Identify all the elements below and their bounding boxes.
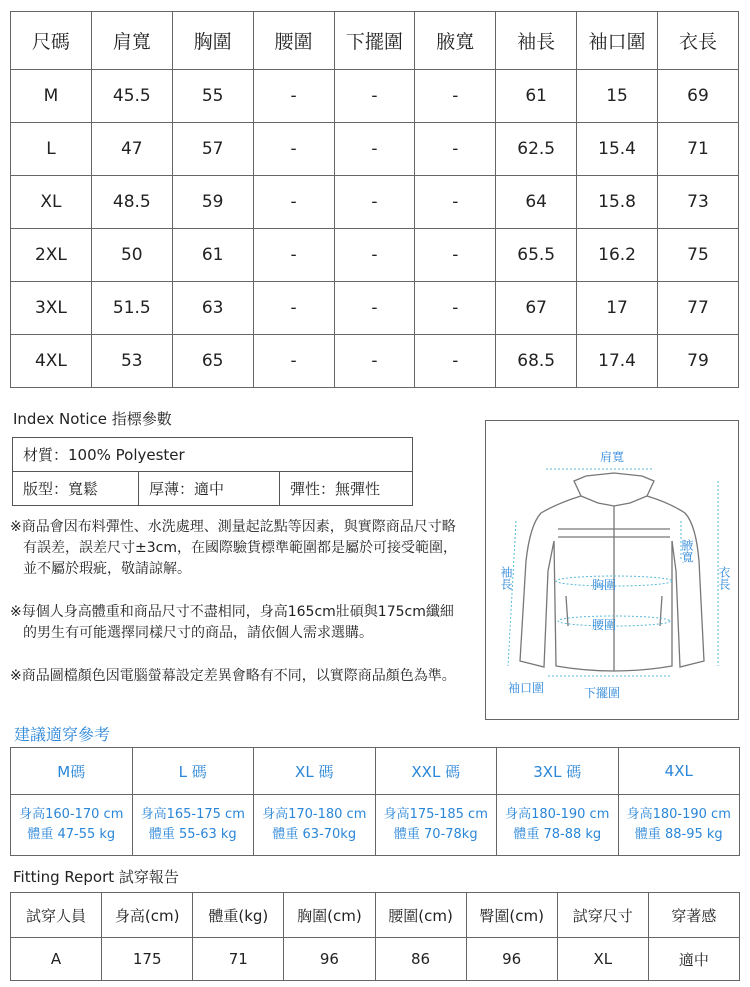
table-cell: 51.5 (91, 282, 172, 335)
recommend-size: M碼 (11, 748, 133, 795)
table-cell: 71 (658, 123, 739, 176)
recommend-height: 身高160-170 cm (19, 807, 124, 822)
recommend-size: XL 碼 (254, 748, 376, 795)
table-cell: 47 (91, 123, 172, 176)
table-row (11, 70, 739, 123)
table-cell: 適中 (648, 938, 739, 981)
note-item: ※每個人身高體重和商品尺寸不盡相同，身高165cm壯碩與175cm纖細的男生有可能選擇同樣尺寸的商品，請依個人需求選購。 (10, 604, 454, 641)
recommend-weight: 體重 88-95 kg (634, 827, 723, 842)
table-cell: 65.5 (496, 229, 577, 282)
table-cell: A (11, 938, 102, 981)
recommend-weight: 體重 78-88 kg (513, 827, 602, 842)
table-cell: - (253, 70, 334, 123)
table-cell: - (415, 176, 496, 229)
sleeve-col-header: 袖長 (496, 12, 577, 70)
elasticity-cell: 彈性：無彈性 (280, 472, 413, 506)
diagram-label-hem: 下擺圍 (584, 686, 621, 700)
fitting-header-row (11, 893, 740, 938)
table-cell: - (415, 282, 496, 335)
table-cell: 16.2 (577, 229, 658, 282)
recommend-size: 4XL (618, 748, 740, 795)
table-cell: 175 (102, 938, 193, 981)
fitting-header: 體重(kg) (193, 893, 284, 938)
table-cell: 65 (172, 335, 253, 388)
table-cell: - (334, 176, 415, 229)
recommend-height: 身高165-175 cm (140, 807, 245, 822)
hem-col-header: 下擺圍 (334, 12, 415, 70)
table-cell: - (253, 123, 334, 176)
table-cell: - (415, 229, 496, 282)
table-cell: - (415, 123, 496, 176)
table-cell: 55 (172, 70, 253, 123)
diagram-label-length: 衣長 (717, 566, 731, 590)
table-cell: 53 (91, 335, 172, 388)
fitting-header: 試穿尺寸 (557, 893, 648, 938)
table-row (11, 229, 739, 282)
thickness-cell: 厚薄：適中 (139, 472, 280, 506)
fitting-report-table (10, 892, 740, 981)
diagram-label-waist: 腰圍 (592, 618, 617, 632)
table-cell: 3XL (11, 282, 92, 335)
recommend-range-row (11, 795, 740, 856)
recommend-range-cell (132, 795, 254, 856)
table-cell: 2XL (11, 229, 92, 282)
table-cell: 4XL (11, 335, 92, 388)
table-cell: 15.4 (577, 123, 658, 176)
index-notice-table (12, 437, 413, 506)
table-cell: - (253, 335, 334, 388)
fitting-header: 臀圍(cm) (466, 893, 557, 938)
table-cell: - (334, 282, 415, 335)
table-cell: - (415, 335, 496, 388)
diagram-label-cuff: 袖口圍 (508, 681, 545, 695)
fitting-header: 身高(cm) (102, 893, 193, 938)
recommend-size: 3XL 碼 (497, 748, 619, 795)
fitting-report-title: Fitting Report 試穿報告 (13, 868, 179, 886)
table-cell: 86 (375, 938, 466, 981)
table-cell: - (415, 70, 496, 123)
fit-cell: 版型：寬鬆 (13, 472, 139, 506)
table-cell: 17 (577, 282, 658, 335)
recommend-height: 身高175-185 cm (383, 807, 488, 822)
table-cell: 64 (496, 176, 577, 229)
table-cell: 15.8 (577, 176, 658, 229)
recommend-table (10, 747, 740, 856)
table-cell: 77 (658, 282, 739, 335)
table-row (11, 123, 739, 176)
measurement-lines (508, 469, 718, 676)
recommend-size: XXL 碼 (375, 748, 497, 795)
size-chart-table (10, 11, 739, 388)
table-cell: 48.5 (91, 176, 172, 229)
table-cell: M (11, 70, 92, 123)
table-cell: 61 (172, 229, 253, 282)
index-notice-title: Index Notice 指標參數 (13, 410, 172, 428)
table-cell: 68.5 (496, 335, 577, 388)
table-cell: - (334, 335, 415, 388)
size-col-header: 尺碼 (11, 12, 92, 70)
diagram-label-armpit: 腋寬 (680, 539, 694, 563)
table-cell: 61 (496, 70, 577, 123)
table-cell: 45.5 (91, 70, 172, 123)
table-cell: - (334, 123, 415, 176)
table-cell: - (253, 176, 334, 229)
size-chart-header-row (11, 12, 739, 70)
table-cell: - (253, 229, 334, 282)
material-cell: 材質：100% Polyester (13, 438, 413, 472)
chest-col-header: 胸圍 (172, 12, 253, 70)
table-row (11, 938, 740, 981)
recommend-height: 身高180-190 cm (626, 807, 731, 822)
table-cell: L (11, 123, 92, 176)
table-cell: 63 (172, 282, 253, 335)
recommend-range-cell (11, 795, 133, 856)
table-cell: 69 (658, 70, 739, 123)
table-cell: 59 (172, 176, 253, 229)
fitting-header: 胸圍(cm) (284, 893, 375, 938)
table-cell: 15 (577, 70, 658, 123)
table-row (11, 282, 739, 335)
recommend-height: 身高180-190 cm (505, 807, 610, 822)
notes-section (10, 517, 465, 709)
table-row (11, 176, 739, 229)
table-cell: 67 (496, 282, 577, 335)
table-cell: 96 (466, 938, 557, 981)
recommend-weight: 體重 63-70kg (272, 827, 357, 842)
shoulder-col-header: 肩寬 (91, 12, 172, 70)
table-row (11, 335, 739, 388)
table-cell: - (334, 229, 415, 282)
recommend-height: 身高170-180 cm (262, 807, 367, 822)
table-cell: - (334, 70, 415, 123)
table-cell: XL (11, 176, 92, 229)
jacket-diagram-svg (486, 421, 740, 721)
recommend-weight: 體重 47-55 kg (27, 827, 116, 842)
recommend-range-cell (497, 795, 619, 856)
jacket-outline (520, 473, 704, 671)
fitting-header: 穿著感 (648, 893, 739, 938)
length-col-header: 衣長 (658, 12, 739, 70)
table-cell: 50 (91, 229, 172, 282)
recommend-size-row (11, 748, 740, 795)
note-item: ※商品會因布料彈性、水洗處理、測量起訖點等因素，與實際商品尺寸略有誤差，誤差尺寸±3cm，在國際驗貨標準範圍都是屬於可接受範圍，並不屬於瑕疵，敬請諒解。 (10, 519, 457, 577)
note-item: ※商品圖檔顏色因電腦螢幕設定差異會略有不同，以實際商品顏色為準。 (10, 668, 456, 684)
table-cell: 62.5 (496, 123, 577, 176)
table-cell: 71 (193, 938, 284, 981)
cuff-col-header: 袖口圍 (577, 12, 658, 70)
table-cell: 75 (658, 229, 739, 282)
fitting-header: 試穿人員 (11, 893, 102, 938)
recommend-range-cell (254, 795, 376, 856)
recommend-size: L 碼 (132, 748, 254, 795)
armpit-col-header: 腋寬 (415, 12, 496, 70)
diagram-label-sleeve: 袖長 (499, 566, 513, 590)
table-cell: 17.4 (577, 335, 658, 388)
diagram-label-chest: 胸圍 (592, 578, 617, 592)
recommend-range-cell (618, 795, 740, 856)
table-cell: XL (557, 938, 648, 981)
table-cell: 57 (172, 123, 253, 176)
recommend-range-cell (375, 795, 497, 856)
recommend-title: 建議適穿參考 (14, 725, 111, 744)
waist-col-header: 腰圍 (253, 12, 334, 70)
table-cell: 73 (658, 176, 739, 229)
measurement-diagram (485, 420, 739, 720)
diagram-label-shoulder: 肩寬 (600, 450, 625, 464)
table-cell: 96 (284, 938, 375, 981)
table-cell: - (253, 282, 334, 335)
fitting-header: 腰圍(cm) (375, 893, 466, 938)
recommend-weight: 體重 55-63 kg (148, 827, 237, 842)
table-cell: 79 (658, 335, 739, 388)
recommend-weight: 體重 70-78kg (393, 827, 478, 842)
